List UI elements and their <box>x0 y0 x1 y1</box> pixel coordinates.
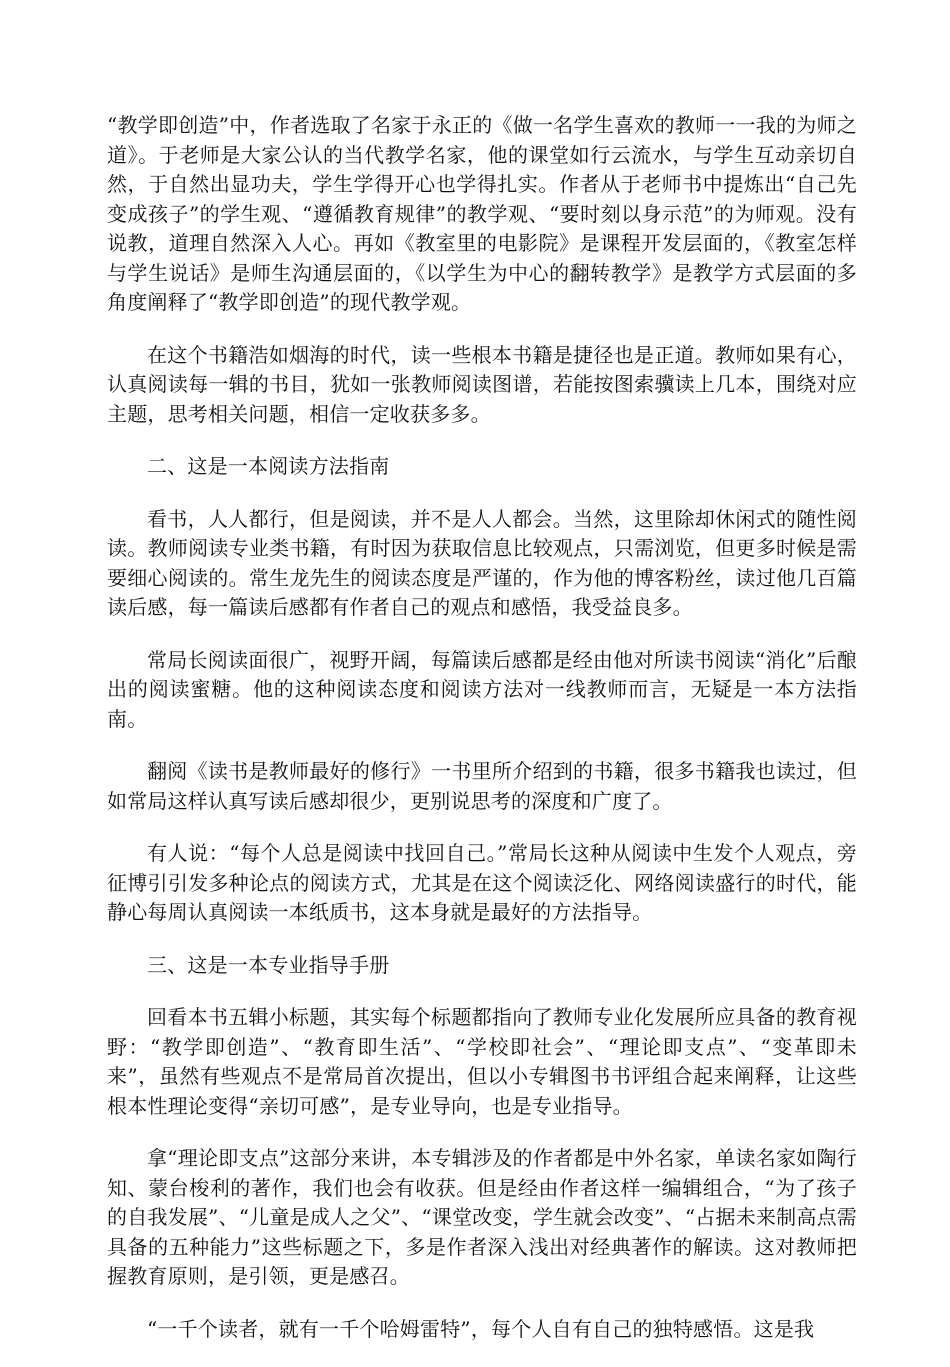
paragraph-thousand-readers: “一千个读者，就有一千个哈姆雷特”，每个人自有自己的独特感悟。这是我 <box>147 1316 815 1341</box>
paragraph-theory-fulcrum: 拿“理论即支点”这部分来讲，本专辑涉及的作者都是中外名家，单读名家如陶行知、蒙台梭利的著作，我们也会有收获。但是经由作者这样一编辑组合，“为了孩子的自我发展”、“儿童是成人之父”、“课堂改变，学生就会改变”、“占据未来制高点需具备的五种能力”这些标题之下，多是作者深入浅出对经典著作的解读。这对教师把握教育原则，是引领，更是感召。 <box>107 1146 857 1288</box>
paragraph-reading-approach: 看书，人人都行，但是阅读，并不是人人都会。当然，这里除却休闲式的随性阅读。教师阅读专业类书籍，有时因为获取信息比较观点，只需浏览，但更多时候是需要细心阅读的。常生龙先生的阅读态度是严谨的，作为他的博客粉丝，读过他几百篇读后感，每一篇读后感都有作者自己的观点和感悟，我受益良多。 <box>107 506 857 619</box>
paragraph-someone-said: 有人说：“每个人总是阅读中找回自己。”常局长这种从阅读中生发个人观点，旁征博引引发多种论点的阅读方式，尤其是在这个阅读泛化、网络阅读盛行的时代，能静心每周认真阅读一本纸质书，这本身就是最好的方法指导。 <box>107 841 857 924</box>
section-heading-reading-guide: 二、这是一本阅读方法指南 <box>147 454 390 478</box>
document-body <box>107 111 857 1367</box>
paragraph-reading-books: 在这个书籍浩如烟海的时代，读一些根本书籍是捷径也是正道。教师如果有心，认真阅读每一辑的书目，犹如一张教师阅读图谱，若能按图索骥读上几本，围绕对应主题，思考相关问题，相信一定收获多多。 <box>107 342 857 426</box>
paragraph-reading-honey: 常局长阅读面很广，视野开阔，每篇读后感都是经由他对所读书阅读“消化”后酿出的阅读蜜糖。他的这种阅读态度和阅读方法对一线教师而言，无疑是一本方法指南。 <box>107 647 857 731</box>
paragraph-browsing-book: 翻阅《读书是教师最好的修行》一书里所介绍到的书籍，很多书籍我也读过，但如常局这样认真写读后感却很少，更别说思考的深度和广度了。 <box>107 759 857 813</box>
paragraph-five-sections: 回看本书五辑小标题，其实每个标题都指向了教师专业化发展所应具备的教育视野：“教学即创造”、“教育即生活”、“学校即社会”、“理论即支点”、“变革即未来”，虽然有些观点不是常局首次提出，但以小专辑图书书评组合起来阐释，让这些根本性理论变得“亲切可感”，是专业导向，也是专业指导。 <box>107 1005 857 1118</box>
section-heading-professional-manual: 三、这是一本专业指导手册 <box>147 952 390 977</box>
paragraph-teaching-creation: “教学即创造”中，作者选取了名家于永正的《做一名学生喜欢的教师一一我的为师之道》。于老师是大家公认的当代教学名家，他的课堂如行云流水，与学生互动亲切自然，于自然出显功夫，学生学得开心也学得扎实。作者从于老师书中提炼出“自己先变成孩子”的学生观、“遵循教育规律”的教学观、“要时刻以身示范”的为师观。没有说教，道理自然深入人心。再如《教室里的电影院》是课程开发层面的，《教室怎样与学生说话》是师生沟通层面的，《以学生为中心的翻转教学》是教学方式层面的多角度阐释了“教学即创造”的现代教学观。 <box>107 113 857 314</box>
